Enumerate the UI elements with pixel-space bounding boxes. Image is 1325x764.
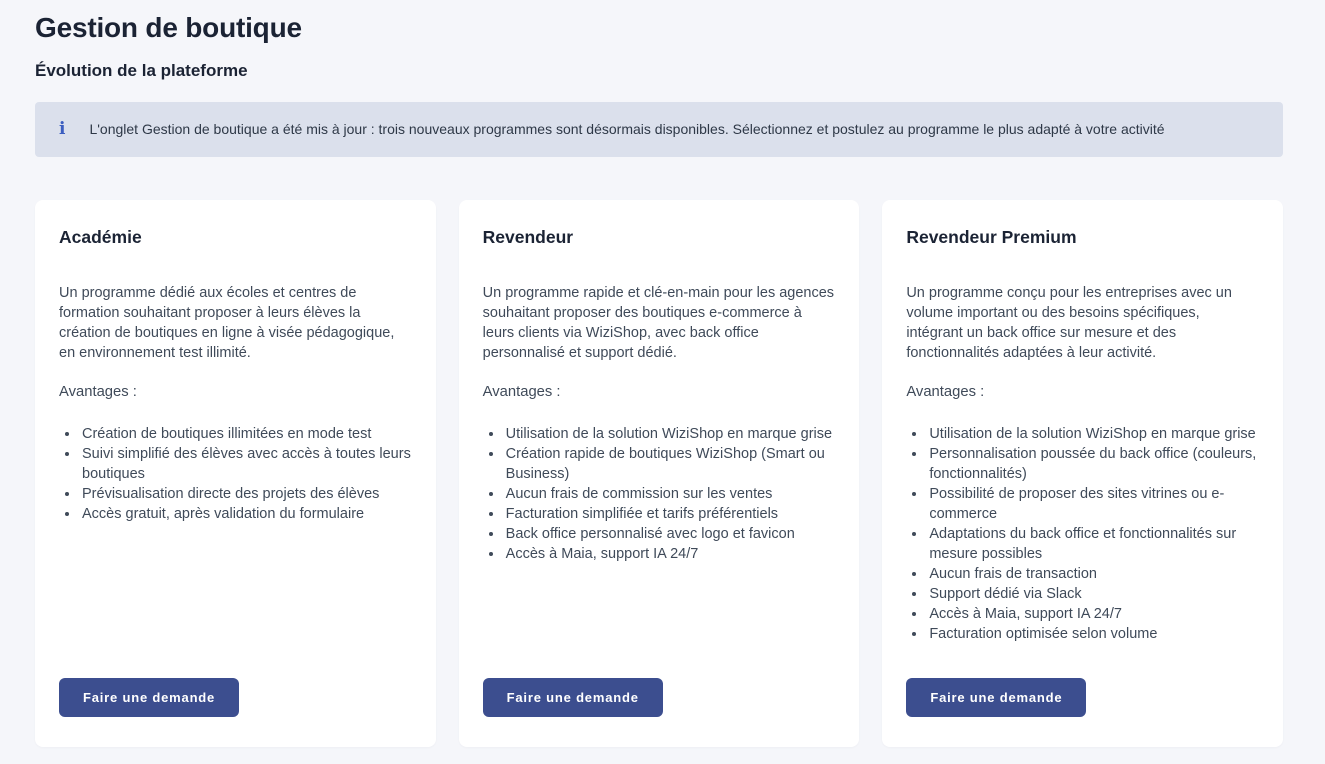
advantage-item: • Accès gratuit, après validation du formulaire [80,504,412,524]
advantage-item: • Support dédié via Slack [927,584,1259,604]
advantage-item: • Aucun frais de commission sur les ventes [504,484,836,504]
advantage-item: • Création de boutiques illimitées en mode test [80,424,412,444]
program-card [35,200,436,747]
page-title: Gestion de boutique [35,12,302,43]
advantage-item: • Suivi simplifié des élèves avec accès à toutes leurs boutiques [80,444,412,484]
section-title: Évolution de la plateforme [35,61,248,80]
advantage-item: • Facturation optimisée selon volume [927,624,1259,644]
advantage-item: • Accès à Maia, support IA 24/7 [927,604,1259,624]
advantage-item: • Possibilité de proposer des sites vitrines ou e-commerce [927,484,1259,524]
apply-button[interactable]: Faire une demande [59,678,239,717]
info-icon: i [59,119,66,139]
advantages-list [906,424,1259,644]
advantages-list [483,424,836,564]
program-description: Un programme dédié aux écoles et centres de formation souhaitant proposer à leurs élèves la création de boutiques en ligne à visée pédagogique, en environnement test illimité. [59,285,395,361]
program-card [882,200,1283,747]
advantage-item: • Back office personnalisé avec logo et favicon [504,524,836,544]
program-title: Revendeur Premium [906,227,1077,247]
info-banner-text: L'onglet Gestion de boutique a été mis à jour : trois nouveaux programmes sont désormais disponibles. Sélectionnez et postulez au programme le plus adapté à votre activité [89,121,1165,138]
program-description: Un programme conçu pour les entreprises avec un volume important ou des besoins spécifiques, intégrant un back office sur mesure et des fonctionnalités adaptées à leur activité. [906,285,1232,361]
advantage-item: • Utilisation de la solution WiziShop en marque grise [927,424,1259,444]
advantages-label: Avantages : [482,384,561,400]
advantage-item: • Facturation simplifiée et tarifs préférentiels [504,504,836,524]
program-description: Un programme rapide et clé-en-main pour les agences souhaitant proposer des boutiques e-commerce à leurs clients via WiziShop, avec back office personnalisé et support dédié. [482,285,835,361]
program-title: Revendeur [482,227,574,247]
advantage-item: • Création rapide de boutiques WiziShop (Smart ou Business) [504,444,836,484]
advantage-item: • Aucun frais de transaction [927,564,1259,584]
advantages-label: Avantages : [906,384,985,400]
info-banner [35,102,1283,157]
advantage-item: • Adaptations du back office et fonctionnalités sur mesure possibles [927,524,1259,564]
program-title: Académie [59,227,142,247]
apply-button[interactable]: Faire une demande [483,678,663,717]
advantage-item: • Personnalisation poussée du back office (couleurs, fonctionnalités) [927,444,1259,484]
advantage-item: • Prévisualisation directe des projets des élèves [80,484,412,504]
advantages-label: Avantages : [59,384,137,400]
program-cards [35,200,1283,747]
advantage-item: • Utilisation de la solution WiziShop en marque grise [504,424,836,444]
program-card [459,200,860,747]
apply-button[interactable]: Faire une demande [906,678,1086,717]
advantages-list [59,424,412,524]
advantage-item: • Accès à Maia, support IA 24/7 [504,544,836,564]
